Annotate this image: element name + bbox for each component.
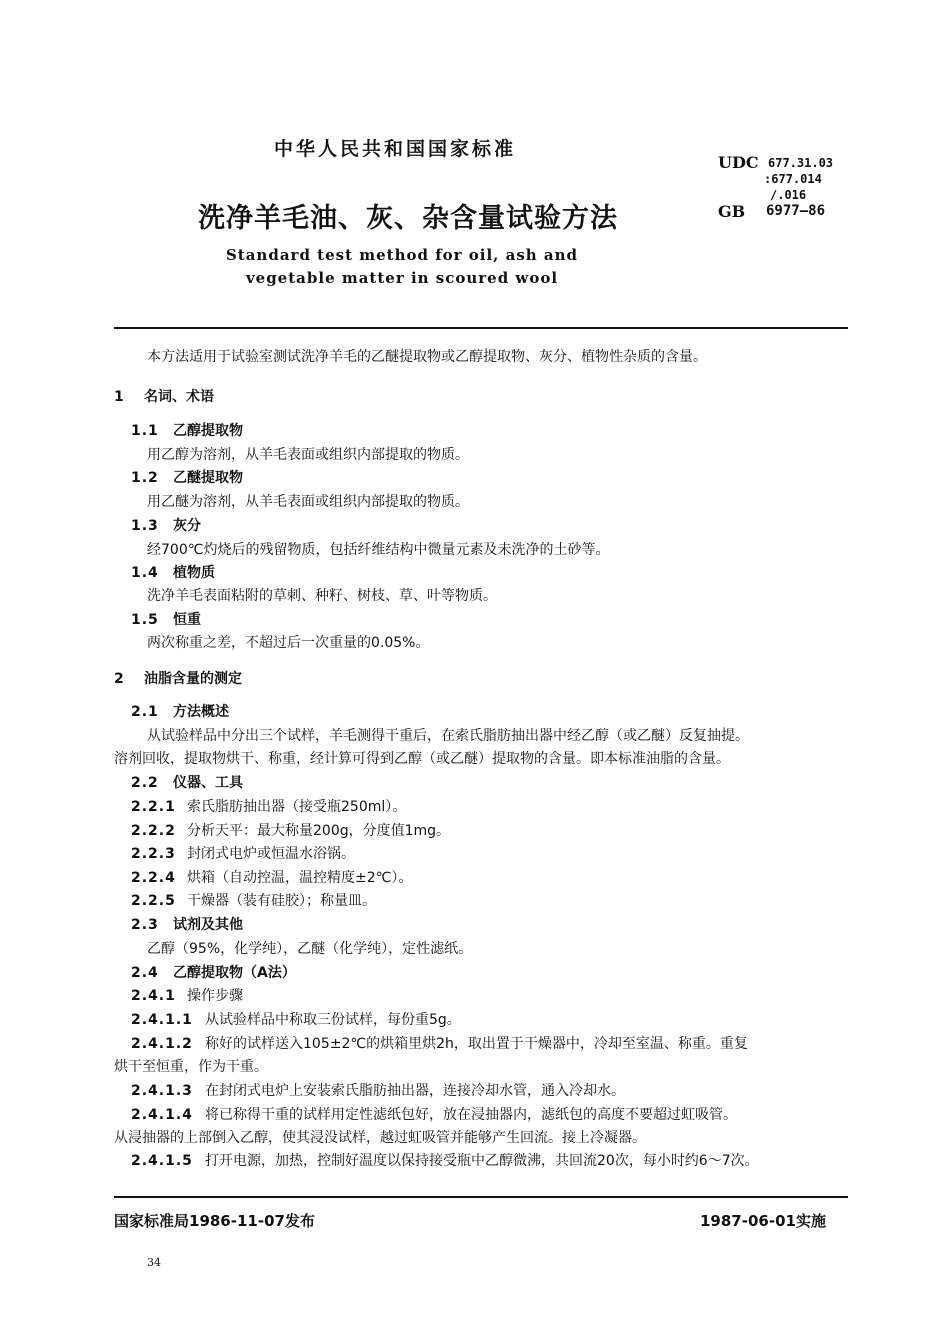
section-1-1-heading: [131, 420, 243, 440]
section-2-3-text: 乙醇（95%，化学纯），乙醚（化学纯），定性滤纸。: [147, 941, 473, 957]
section-number: 2.2: [131, 775, 159, 791]
section-text: 烘箱（自动控温，温控精度±2℃）。: [187, 870, 413, 886]
section-number: 2.4.1.5: [131, 1153, 193, 1169]
section-1-2-text: 用乙醚为溶剂，从羊毛表面或组织内部提取的物质。: [147, 494, 469, 510]
section-2-3-heading: [131, 914, 243, 934]
section-number: 2.1: [131, 704, 159, 720]
udc-label: UDC: [718, 153, 759, 172]
section-2-4-1-4-continued: 从浸抽器的上部倒入乙醇，使其浸没试样，越过虹吸管并能够产生回流。接上冷凝器。: [114, 1130, 646, 1146]
section-2-4-1-4: [131, 1104, 737, 1124]
section-1-2-heading: [131, 467, 243, 487]
section-title: 灰分: [173, 518, 201, 534]
section-1-1-text: 用乙醇为溶剂，从羊毛表面或组织内部提取的物质。: [147, 447, 469, 463]
effective-date: 1987-06-01实施: [700, 1212, 826, 1230]
section-text: 分析天平：最大称量200g，分度值1mg。: [187, 823, 451, 839]
document-title-zh: 洗净羊毛油、灰、杂含量试验方法: [198, 203, 618, 234]
footer-divider: [114, 1196, 848, 1198]
section-number: 2.4.1.2: [131, 1036, 193, 1052]
issue-date: 国家标准局1986-11-07发布: [114, 1212, 315, 1230]
udc-code-line1: 677.31.03: [768, 156, 834, 170]
section-title: 植物质: [173, 565, 215, 581]
page-number: 34: [147, 1256, 161, 1269]
section-text: 称好的试样送入105±2℃的烘箱里烘2h，取出置于干燥器中，冷却至室温、称重。重复: [205, 1036, 748, 1052]
section-text: 封闭式电炉或恒温水浴锅。: [187, 846, 355, 862]
section-2-2-3: [131, 843, 355, 863]
section-title: 名词、术语: [144, 389, 214, 405]
intro-paragraph: 本方法适用于试验室测试洗净羊毛的乙醚提取物或乙醇提取物、灰分、植物性杂质的含量。: [147, 349, 707, 365]
section-2-1-heading: [131, 701, 229, 721]
section-title: 乙醇提取物: [173, 423, 243, 439]
section-2-4-heading: [131, 962, 296, 982]
section-text: 将已称得干重的试样用定性滤纸包好，放在浸抽器内，滤纸包的高度不要超过虹吸管。: [205, 1107, 737, 1123]
section-number: 1.5: [131, 612, 159, 628]
section-text: 从试验样品中称取三份试样，每份重5g。: [205, 1012, 461, 1028]
header-divider: [114, 327, 848, 329]
section-number: 2.2.5: [131, 893, 176, 909]
gb-number: 6977—86: [766, 203, 826, 219]
section-number: 2.2.2: [131, 823, 176, 839]
section-2-2-5: [131, 890, 376, 910]
section-title: 乙醚提取物: [173, 470, 243, 486]
section-number: 2.2.1: [131, 799, 176, 815]
section-title: 恒重: [173, 612, 201, 628]
section-number: 2.4.1: [131, 988, 176, 1004]
section-1-5-text: 两次称重之差，不超过后一次重量的0.05%。: [147, 635, 430, 651]
national-standard-heading: 中华人民共和国国家标准: [274, 138, 517, 160]
section-number: 1.2: [131, 470, 159, 486]
section-1-4-heading: [131, 562, 215, 582]
section-2-4-1: [131, 985, 243, 1005]
udc-code-line3: /.016: [770, 188, 807, 202]
section-text: 在封闭式电炉上安装索氏脂肪抽出器，连接冷却水管，通入冷却水。: [205, 1083, 625, 1099]
section-title: 仪器、工具: [173, 775, 243, 791]
section-1-4-text: 洗净羊毛表面粘附的草刺、种籽、树枝、草、叶等物质。: [147, 588, 497, 604]
gb-label: GB: [718, 202, 746, 221]
section-2-2-heading: [131, 772, 243, 792]
section-number: 2.4.1.3: [131, 1083, 193, 1099]
section-1-3-heading: [131, 515, 201, 535]
section-2-1-text-line2: 溶剂回收，提取物烘干、称重，经计算可得到乙醇（或乙醚）提取物的含量。即本标准油脂的含量。: [114, 751, 730, 767]
section-number: 2.2.4: [131, 870, 176, 886]
section-text: 干燥器（装有硅胶）；称量皿。: [187, 893, 376, 909]
section-number: 1.3: [131, 518, 159, 534]
section-number: 2: [114, 671, 125, 687]
section-2-4-1-1: [131, 1009, 461, 1029]
section-2-4-1-5: [131, 1150, 759, 1170]
section-text: 索氏脂肪抽出器（接受瓶250ml）。: [187, 799, 407, 815]
section-text: 打开电源，加热，控制好温度以保持接受瓶中乙醇微沸，共回流20次，每小时约6～7次。: [205, 1153, 759, 1169]
section-2-4-1-2-continued: 烘干至恒重，作为干重。: [114, 1059, 268, 1075]
section-number: 2.2.3: [131, 846, 176, 862]
section-1-3-text: 经700℃灼烧后的残留物质，包括纤维结构中微量元素及未洗净的土砂等。: [147, 542, 610, 558]
document-title-en-line2: vegetable matter in scoured wool: [245, 269, 559, 287]
section-number: 1.1: [131, 423, 159, 439]
section-number: 2.4.1.4: [131, 1107, 193, 1123]
section-title: 油脂含量的测定: [144, 671, 242, 687]
section-title: 试剂及其他: [173, 917, 243, 933]
section-2-2-2: [131, 820, 450, 840]
section-2-2-4: [131, 867, 412, 887]
udc-code-line2: :677.014: [764, 172, 822, 186]
section-1-5-heading: [131, 609, 201, 629]
section-number: 1.4: [131, 565, 159, 581]
section-2-4-1-3: [131, 1080, 625, 1100]
section-number: 2.3: [131, 917, 159, 933]
section-number: 1: [114, 389, 125, 405]
section-1-heading: [114, 386, 214, 406]
section-title: 乙醇提取物（A法）: [173, 965, 296, 981]
section-2-2-1: [131, 796, 406, 816]
document-title-en-line1: Standard test method for oil, ash and: [225, 246, 579, 264]
section-2-4-1-2: [131, 1033, 748, 1053]
section-2-heading: [114, 668, 242, 688]
section-number: 2.4: [131, 965, 159, 981]
section-text: 操作步骤: [187, 988, 243, 1004]
section-number: 2.4.1.1: [131, 1012, 193, 1028]
section-2-1-text-line1: 从试验样品中分出三个试样，羊毛测得干重后，在索氏脂肪抽出器中经乙醇（或乙醚）反复抽提。: [147, 728, 749, 744]
section-title: 方法概述: [173, 704, 229, 720]
